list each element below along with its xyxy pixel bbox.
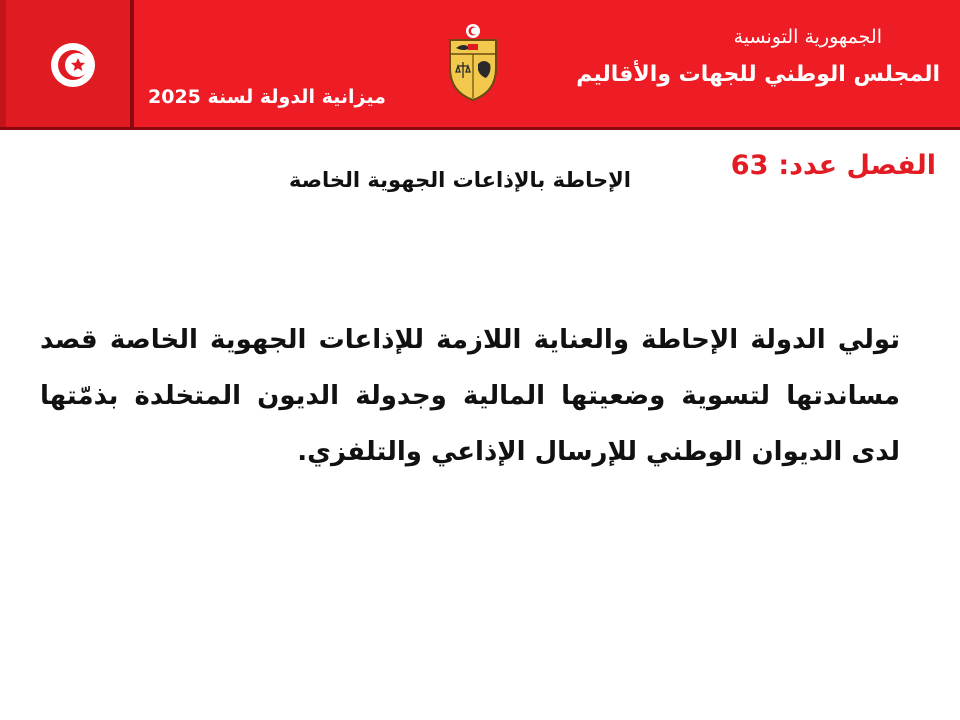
tunisia-flag-icon bbox=[42, 34, 104, 96]
flag-panel bbox=[0, 0, 134, 127]
tunisia-coat-of-arms-icon bbox=[440, 22, 506, 102]
chapter-body-text: تولي الدولة الإحاطة والعناية اللازمة للإذاعات الجهوية الخاصة قصد مساندتها لتسوية وضعيتها المالية وجدولة الديون المتخلدة بذمّتها لدى الديوان الوطني للإرسال الإذاعي والتلفزي. bbox=[40, 325, 900, 467]
chapter-label bbox=[731, 150, 936, 181]
chapter-label-text: الفصل عدد: bbox=[778, 150, 936, 181]
header-banner bbox=[0, 0, 960, 130]
council-name: المجلس الوطني للجهات والأقاليم bbox=[576, 62, 940, 87]
chapter-number: 63 bbox=[730, 150, 769, 181]
republic-name: الجمهورية التونسية bbox=[733, 26, 882, 48]
chapter-title: الإحاطة بالإذاعات الجهوية الخاصة bbox=[288, 168, 632, 192]
budget-title: ميزانية الدولة لسنة 2025 bbox=[148, 86, 386, 108]
